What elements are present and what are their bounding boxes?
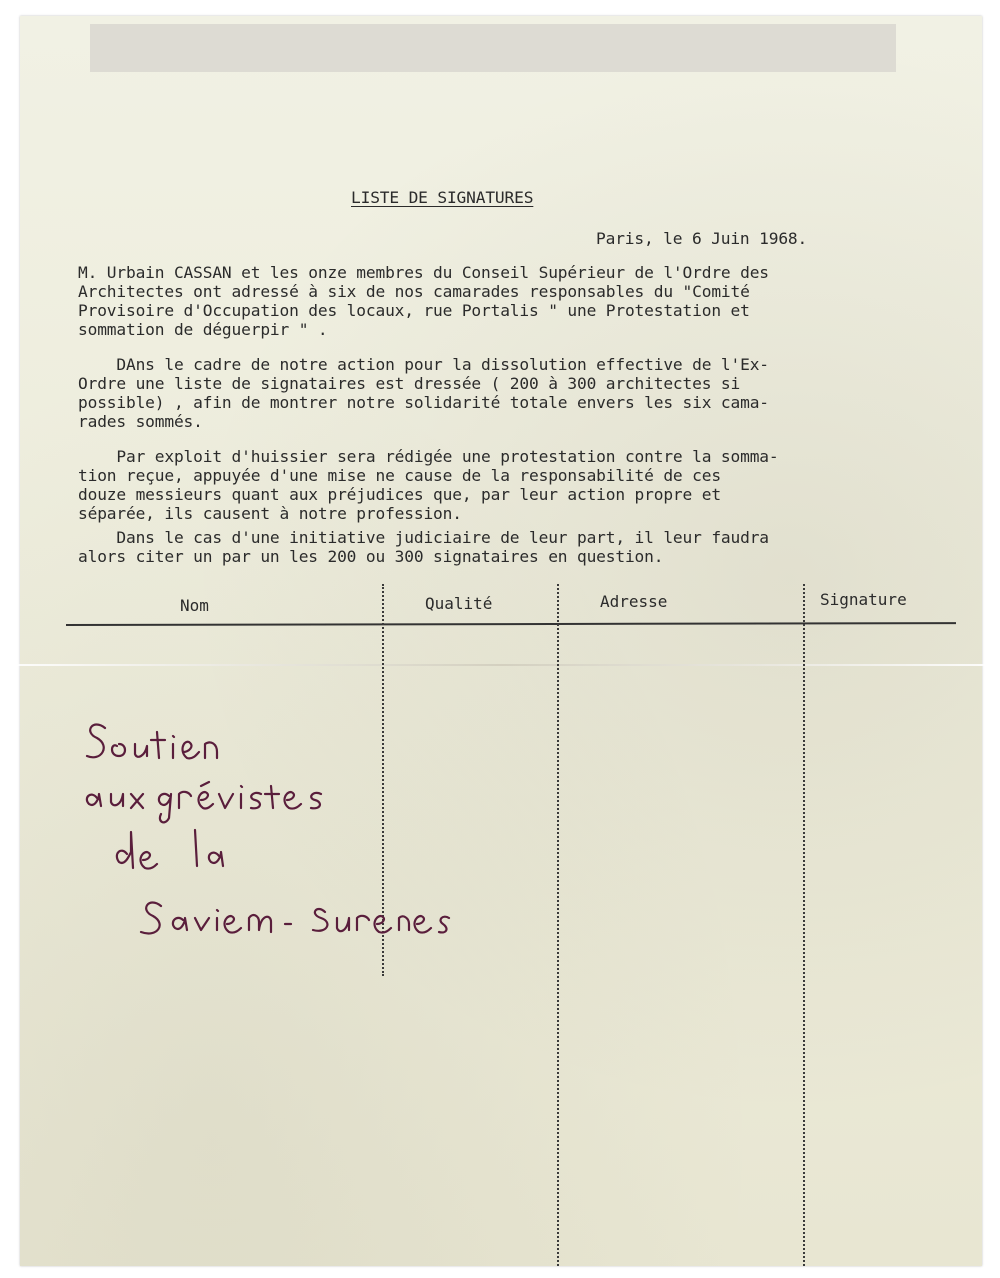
- table-header-rule: [66, 622, 956, 626]
- paragraph-3: Par exploit d'huissier sera rédigée une protestation contre la somma- tion reçue, appuyée d'une mise ne cause de la responsabilité de ces douze messieurs quant aux préjudices que, par leur action propre et séparée, ils causent à notre profession.: [78, 447, 779, 523]
- document-page: [20, 16, 982, 1266]
- paragraph-4: Dans le cas d'une initiative judiciaire de leur part, il leur faudra alors citer un par un les 200 ou 300 signataires en question.: [78, 528, 769, 566]
- column-divider-2: [557, 584, 562, 1266]
- paragraph-1: M. Urbain CASSAN et les onze membres du Conseil Supérieur de l'Ordre des Architectes ont adressé à six de nos camarades responsables du "Comité Provisoire d'Occupation des locaux, rue Portalis " une Protestation et sommation de déguerpir " .: [78, 263, 769, 339]
- handwriting-line-1: [87, 725, 217, 759]
- column-header-qualite: Qualité: [425, 594, 493, 613]
- paper-tear: [14, 664, 988, 666]
- tape-strip: [90, 24, 896, 72]
- document-title: LISTE DE SIGNATURES: [351, 188, 534, 207]
- paragraph-2: DAns le cadre de notre action pour la dissolution effective de l'Ex- Ordre une liste de signataires est dressée ( 200 à 300 architectes si possible) , afin de montrer notre solidarité totale envers les six cama- rades sommés.: [78, 355, 769, 431]
- date-line: Paris, le 6 Juin 1968.: [596, 229, 808, 248]
- column-header-adresse: Adresse: [600, 592, 668, 611]
- handwritten-note: [65, 706, 465, 946]
- handwriting-line-4: [141, 903, 449, 934]
- handwriting-line-3: [117, 830, 223, 869]
- column-divider-3: [803, 584, 808, 1266]
- column-header-signature: Signature: [820, 590, 907, 609]
- column-header-nom: Nom: [180, 596, 209, 615]
- handwriting-line-2: [87, 782, 321, 822]
